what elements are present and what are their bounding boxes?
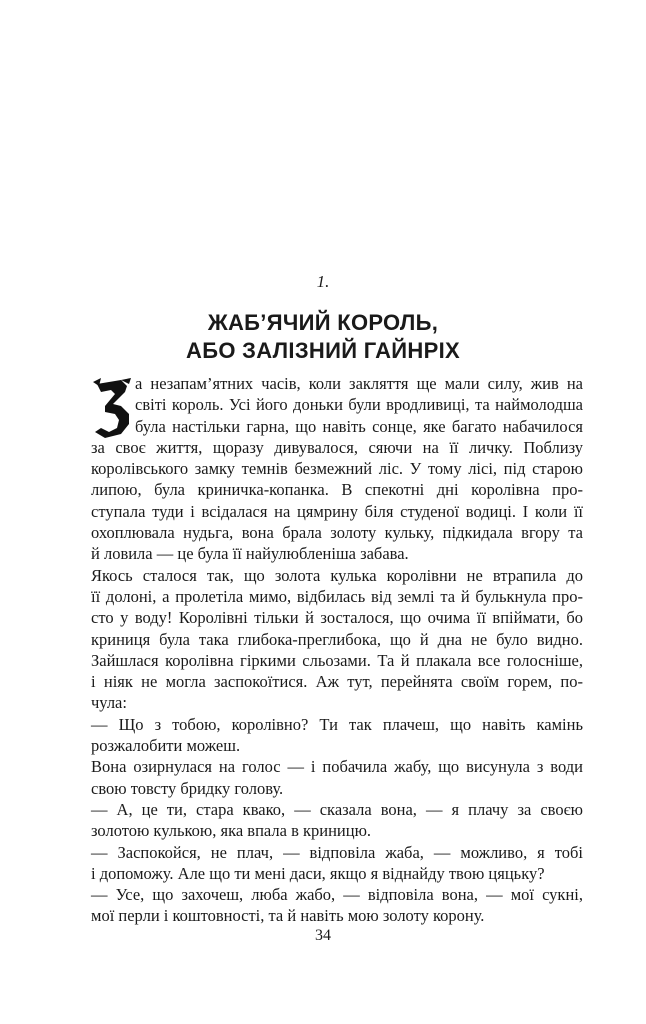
paragraph: [91, 799, 583, 842]
page-number: 34: [315, 927, 331, 944]
text-body: [91, 373, 583, 927]
text-line: золотою кулькою, яка впала в криницю.: [91, 821, 372, 841]
chapter-title: [0, 309, 646, 365]
text-line: розжалобити можеш.: [91, 736, 241, 756]
chapter-number: 1.: [316, 272, 330, 291]
text-line: криниця була така глибока-преглибока, що й дна не було видно.: [91, 629, 583, 649]
text-line: Зайшлася королівна гіркими сльозами. Та й плакала все голосніше,: [91, 650, 583, 670]
text-line: королівського замку темнів безмежний ліс. У тому лісі, під старою: [91, 459, 583, 479]
text-line: сто у воду! Королівні тільки й зосталося, що очима її впіймати, бо: [91, 608, 583, 628]
text-line: чула:: [91, 693, 127, 713]
text-line: світі король. Усі його доньки були вродливиці, та наймолодша: [135, 395, 583, 415]
text-line: — Усе, що захочеш, люба жабо, — відповіла вона, — мої сукні,: [91, 885, 583, 905]
text-line: — А, це ти, стара квако, — сказала вона, — я плачу за своєю: [91, 799, 583, 819]
paragraph: [91, 884, 583, 927]
paragraph: [91, 842, 583, 885]
text-line: Вона озирнулася на голос — і побачила жабу, що висунула з води: [91, 757, 583, 777]
text-line: мої перли і коштовності, та й навіть мою золоту корону.: [91, 906, 485, 926]
text-line: і ніяк не могла заспокоїтися. Аж тут, перейнята своїм горем, по-: [91, 672, 583, 692]
text-line: — Заспокойся, не плач, — відповіла жаба, — можливо, я тобі: [91, 842, 583, 862]
text-line: — Що з тобою, королівно? Ти так плачеш, що навіть камінь: [91, 714, 583, 734]
title-line-2: АБО ЗАЛІЗНИЙ ГАЙНРІХ: [186, 338, 460, 363]
paragraph: [91, 714, 583, 757]
text-line: Якось сталося так, що золота кулька королівни не втрапила до: [91, 565, 583, 585]
text-line: її долоні, а пролетіла мимо, відбилась від землі та й булькнула про-: [91, 586, 583, 606]
text-line: ступала туди і всідалася на цямрину біля студеної водиці. І коли її: [91, 501, 583, 521]
text-line: а незапам’ятних часів, коли закляття ще мали силу, жив на: [135, 374, 583, 393]
paragraph: [91, 373, 583, 565]
text-line: й ловила — це була її найулюбленіша забава.: [91, 544, 409, 564]
text-line: липою, була криничка-копанка. В спекотні дні королівна про-: [91, 480, 583, 500]
text-line: охоплювала нудьга, вона брала золоту кульку, підкидала вгору та: [91, 523, 583, 543]
paragraph: [91, 756, 583, 799]
text-line: свою товсту бридку голову.: [91, 778, 284, 798]
text-line: і допоможу. Але що ти мені даси, якщо я віднайду твою цяцьку?: [91, 863, 545, 883]
text-line: за своє життя, щоразу дивувалося, сяючи на її личку. Поблизу: [91, 437, 583, 457]
title-line-1: ЖАБ’ЯЧИЙ КОРОЛЬ,: [207, 310, 439, 335]
paragraph: [91, 565, 583, 714]
text-line: була настільки гарна, що навіть сонце, яке багато набачилося: [135, 416, 583, 436]
